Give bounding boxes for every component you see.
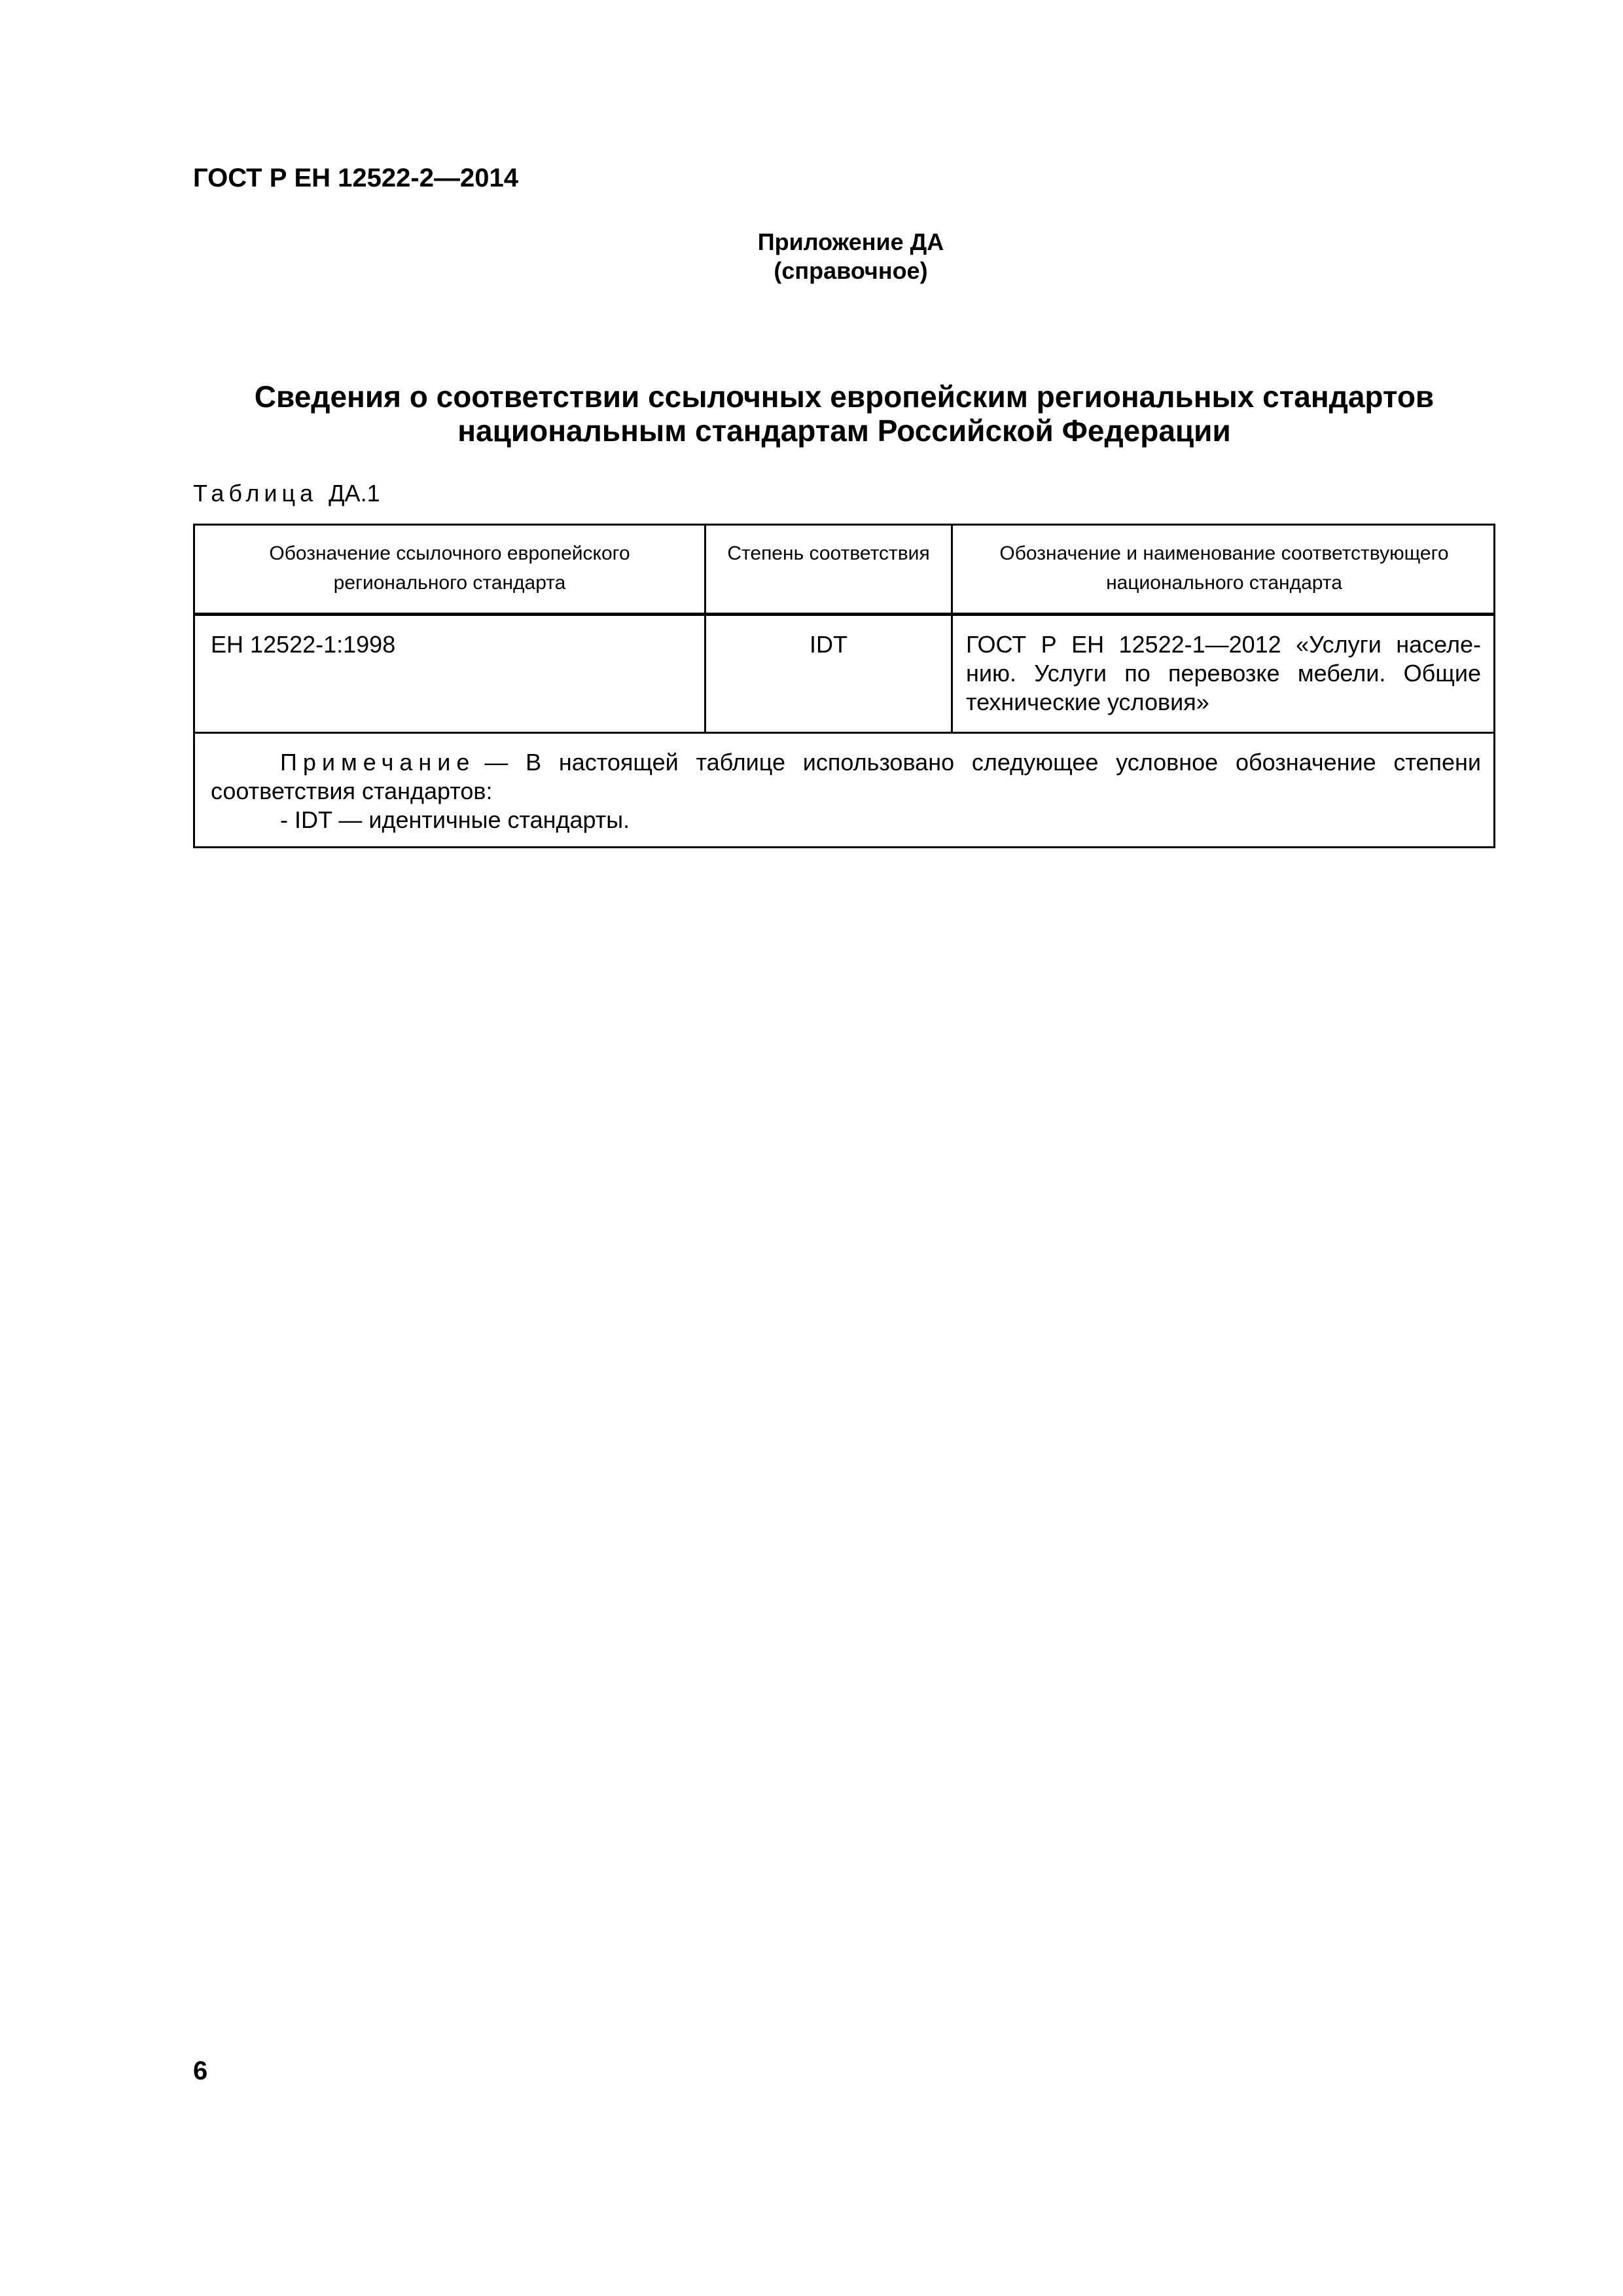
note-line-1	[211, 748, 1481, 777]
national-standard-line-2: нию. Услуги по перевозке мебели. Общие	[966, 660, 1481, 687]
table-caption	[193, 480, 380, 507]
national-standard-line-1: ГОСТ Р ЕН 12522-1—2012 «Услуги населе-	[966, 631, 1481, 658]
table-cell-degree: IDT	[810, 631, 847, 658]
main-title-line-2: национальным стандартам Российской Федерации	[457, 414, 1231, 448]
correspondence-table	[193, 524, 1495, 848]
appendix-subtitle: (справочное)	[774, 257, 928, 284]
table-cell-national-standard	[966, 630, 1481, 717]
table-caption-word: Таблица	[193, 480, 318, 507]
table-cell-ref-standard: ЕН 12522-1:1998	[211, 631, 396, 658]
note-text: — В настоящей таблице использовано следующее условное обозначение степени	[484, 749, 1481, 776]
main-title	[193, 380, 1495, 448]
note-line-3: - IDT — идентичные стандарты.	[280, 806, 630, 833]
note-line-2: соответствия стандартов:	[211, 778, 493, 804]
appendix-heading	[720, 228, 982, 285]
main-title-line-1: Сведения о соответствии ссылочных европейским региональных стандартов	[254, 380, 1435, 414]
column-header-degree: Степень соответствия	[727, 543, 930, 564]
document-code: ГОСТ Р ЕН 12522-2—2014	[193, 164, 518, 192]
national-standard-line-3: технические условия»	[966, 689, 1209, 715]
row-divider	[195, 732, 1493, 734]
appendix-title: Приложение ДА	[757, 228, 944, 255]
column-header-ref-standard: Обозначение ссылочного европейского регионального стандарта	[269, 543, 630, 594]
note-label: Примечание	[280, 749, 476, 776]
table-note	[211, 748, 1481, 834]
column-header-national-standard: Обозначение и наименование соответствующего национального стандарта	[999, 543, 1449, 594]
page-number: 6	[193, 2056, 208, 2085]
table-caption-number: ДА.1	[329, 480, 380, 507]
header-divider	[195, 613, 1493, 616]
